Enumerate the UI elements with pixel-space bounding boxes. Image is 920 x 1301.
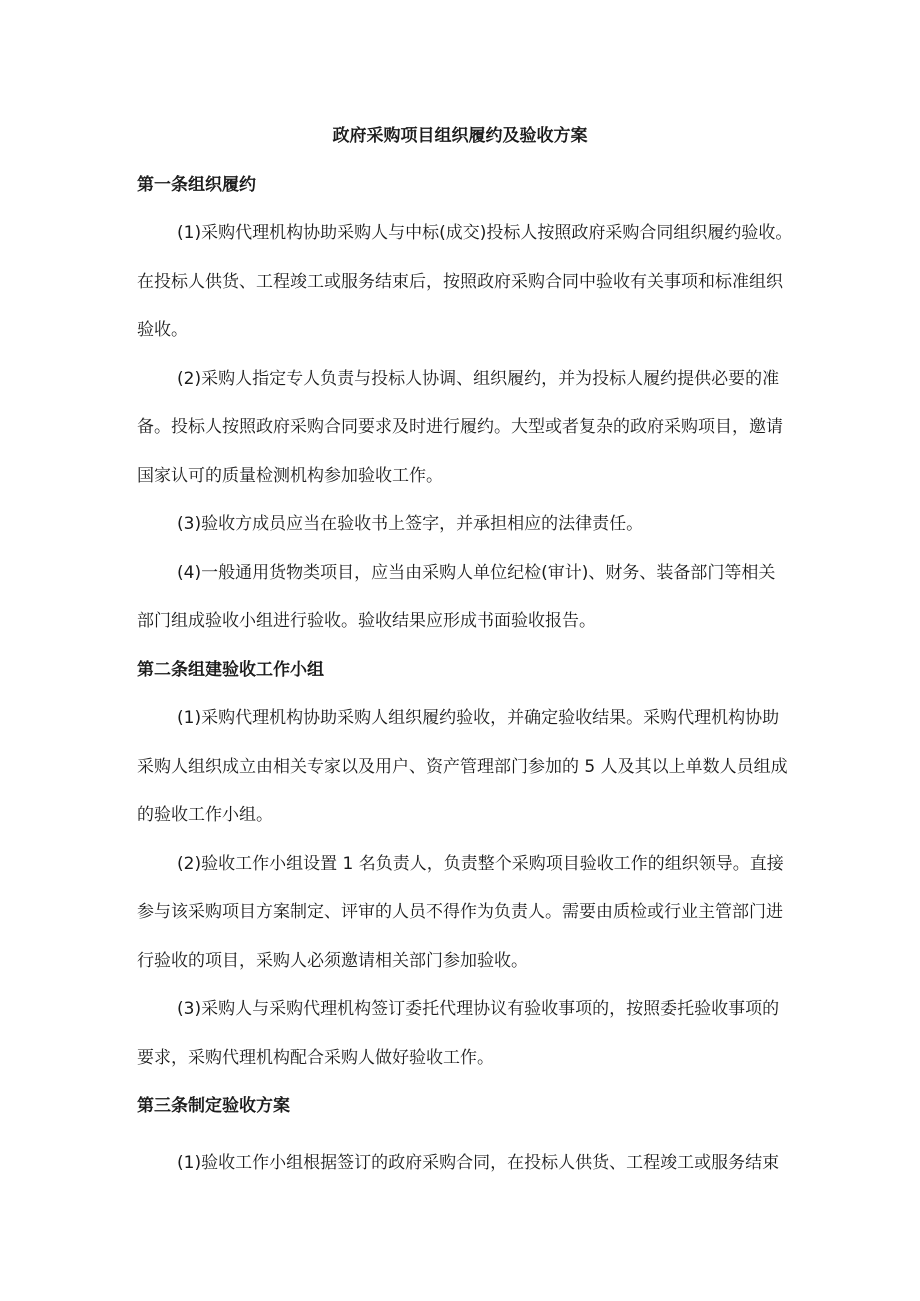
paragraph-line: (3)验收方成员应当在验收书上签字，并承担相应的法律责任。 [177, 514, 644, 534]
section-heading-3: 第三条制定验收方案 [137, 1096, 290, 1116]
paragraph-line: (2)采购人指定专人负责与投标人协调、组织履约，并为投标人履约提供必要的准 [177, 369, 780, 389]
paragraph-line: 备。投标人按照政府采购合同要求及时进行履约。大型或者复杂的政府采购项目，邀请 [137, 417, 783, 437]
paragraph-line: 国家认可的质量检测机构参加验收工作。 [137, 466, 443, 486]
paragraph-line: 在投标人供货、工程竣工或服务结束后，按照政府采购合同中验收有关事项和标准组织 [137, 272, 783, 292]
paragraph-line: 的验收工作小组。 [137, 805, 273, 825]
document-title: 政府采购项目组织履约及验收方案 [332, 126, 588, 146]
paragraph-line: 要求，采购代理机构配合采购人做好验收工作。 [137, 1048, 494, 1068]
paragraph-line: 验收。 [137, 320, 188, 340]
paragraph-line: (1)采购代理机构协助采购人与中标(成交)投标人按照政府采购合同组织履约验收。 [177, 223, 793, 243]
paragraph-line: 部门组成验收小组进行验收。验收结果应形成书面验收报告。 [137, 611, 596, 631]
paragraph-line: (1)采购代理机构协助采购人组织履约验收，并确定验收结果。采购代理机构协助 [177, 708, 780, 728]
section-heading-1: 第一条组织履约 [137, 175, 256, 195]
section-heading-2: 第二条组建验收工作小组 [137, 660, 324, 680]
paragraph-line: (4)一般通用货物类项目，应当由采购人单位纪检(审计)、财务、装备部门等相关 [177, 563, 776, 583]
paragraph-line: 采购人组织成立由相关专家以及用户、资产管理部门参加的 5 人及其以上单数人员组成 [137, 757, 788, 777]
paragraph-line: (2)验收工作小组设置 1 名负责人，负责整个采购项目验收工作的组织领导。直接 [177, 854, 784, 874]
paragraph-line: 行验收的项目，采购人必须邀请相关部门参加验收。 [137, 951, 528, 971]
paragraph-line: (3)采购人与采购代理机构签订委托代理协议有验收事项的，按照委托验收事项的 [177, 999, 780, 1019]
paragraph-line: 参与该采购项目方案制定、评审的人员不得作为负责人。需要由质检或行业主管部门进 [137, 902, 783, 922]
paragraph-line: (1)验收工作小组根据签订的政府采购合同，在投标人供货、工程竣工或服务结束 [177, 1153, 780, 1173]
